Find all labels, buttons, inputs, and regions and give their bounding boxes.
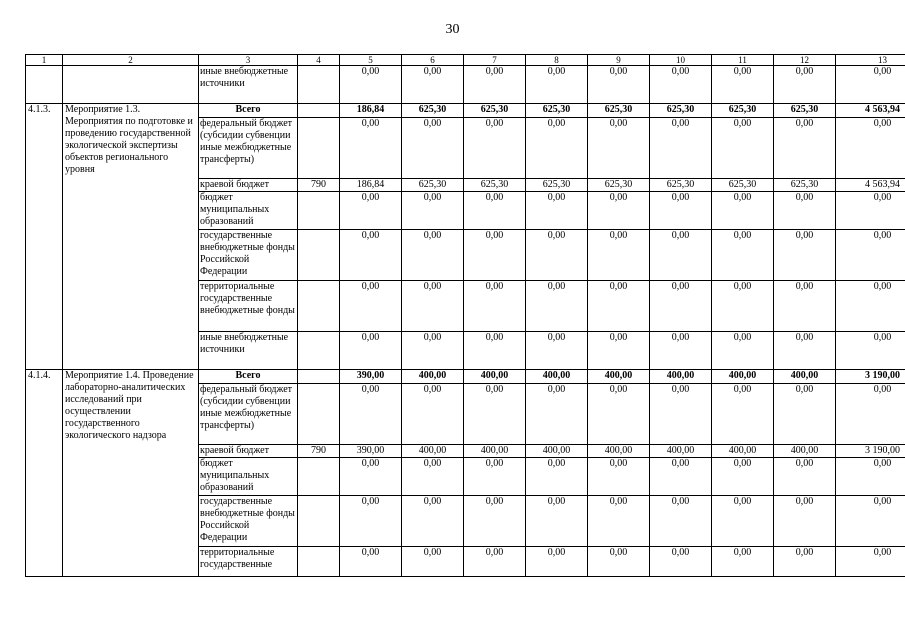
value-cell: 0,00 <box>526 496 588 547</box>
value-cell: 0,00 <box>340 332 402 370</box>
value-cell: 0,00 <box>464 332 526 370</box>
value-cell: 0,00 <box>774 230 836 281</box>
funding-source-cell: территориальные государственные внебюджетные фонды <box>199 281 298 332</box>
table-row <box>26 370 905 384</box>
value-cell: 0,00 <box>650 118 712 179</box>
column-header: 12 <box>774 55 836 66</box>
value-cell: 0,00 <box>836 496 905 547</box>
value-cell: 0,00 <box>402 281 464 332</box>
measure-code-cell: 4.1.3. <box>26 104 63 370</box>
funding-source-cell: федеральный бюджет (субсидии субвенции иные межбюджетные трансферты) <box>199 118 298 179</box>
value-cell: 0,00 <box>712 384 774 445</box>
value-cell: 625,30 <box>774 179 836 192</box>
value-cell: 0,00 <box>340 230 402 281</box>
funding-source-cell: иные внебюджетные источники <box>199 66 298 104</box>
value-cell: 0,00 <box>402 66 464 104</box>
value-cell: 0,00 <box>526 66 588 104</box>
column-header: 9 <box>588 55 650 66</box>
value-cell: 0,00 <box>588 547 650 577</box>
value-cell: 0,00 <box>464 230 526 281</box>
value-cell: 625,30 <box>650 104 712 118</box>
kbk-cell <box>298 104 340 118</box>
kbk-cell <box>298 332 340 370</box>
value-cell: 0,00 <box>402 332 464 370</box>
value-cell: 400,00 <box>650 370 712 384</box>
value-cell: 0,00 <box>464 496 526 547</box>
value-cell: 0,00 <box>774 118 836 179</box>
value-cell: 0,00 <box>712 192 774 230</box>
value-cell: 625,30 <box>774 104 836 118</box>
measure-code-cell: 4.1.4. <box>26 370 63 577</box>
value-cell: 0,00 <box>340 458 402 496</box>
value-cell: 625,30 <box>464 104 526 118</box>
value-cell: 0,00 <box>774 332 836 370</box>
column-header: 6 <box>402 55 464 66</box>
value-cell: 0,00 <box>650 547 712 577</box>
value-cell: 390,00 <box>340 370 402 384</box>
column-header: 11 <box>712 55 774 66</box>
value-cell: 3 190,00 <box>836 370 905 384</box>
value-cell: 0,00 <box>340 281 402 332</box>
value-cell: 400,00 <box>774 370 836 384</box>
measure-code-cell <box>26 66 63 104</box>
kbk-cell <box>298 458 340 496</box>
value-cell: 0,00 <box>340 192 402 230</box>
kbk-cell <box>298 496 340 547</box>
value-cell: 0,00 <box>650 384 712 445</box>
value-cell: 0,00 <box>526 230 588 281</box>
value-cell: 0,00 <box>402 384 464 445</box>
value-cell: 0,00 <box>340 496 402 547</box>
value-cell: 0,00 <box>464 547 526 577</box>
value-cell: 0,00 <box>464 118 526 179</box>
value-cell: 625,30 <box>712 179 774 192</box>
funding-source-cell: государственные внебюджетные фонды Российской Федерации <box>199 230 298 281</box>
budget-table <box>25 54 905 577</box>
value-cell: 0,00 <box>712 66 774 104</box>
value-cell: 3 190,00 <box>836 445 905 458</box>
value-cell: 0,00 <box>526 332 588 370</box>
value-cell: 0,00 <box>526 547 588 577</box>
value-cell: 0,00 <box>588 496 650 547</box>
value-cell: 0,00 <box>402 458 464 496</box>
value-cell: 0,00 <box>836 332 905 370</box>
kbk-cell <box>298 370 340 384</box>
value-cell: 0,00 <box>712 458 774 496</box>
value-cell: 0,00 <box>526 458 588 496</box>
measure-name-cell: Мероприятие 1.3. Мероприятия по подготовке и проведению государственной экологической экспертизы объектов регионального уровня <box>63 104 199 370</box>
kbk-cell <box>298 230 340 281</box>
value-cell: 0,00 <box>774 384 836 445</box>
value-cell: 0,00 <box>588 281 650 332</box>
value-cell: 0,00 <box>340 547 402 577</box>
value-cell: 0,00 <box>836 118 905 179</box>
value-cell: 186,84 <box>340 179 402 192</box>
kbk-cell <box>298 192 340 230</box>
value-cell: 0,00 <box>526 384 588 445</box>
value-cell: 0,00 <box>588 332 650 370</box>
value-cell: 0,00 <box>774 496 836 547</box>
kbk-cell <box>298 281 340 332</box>
value-cell: 400,00 <box>650 445 712 458</box>
value-cell: 0,00 <box>836 384 905 445</box>
value-cell: 400,00 <box>526 370 588 384</box>
value-cell: 0,00 <box>402 118 464 179</box>
value-cell: 390,00 <box>340 445 402 458</box>
kbk-cell: 790 <box>298 179 340 192</box>
value-cell: 400,00 <box>464 370 526 384</box>
value-cell: 0,00 <box>650 281 712 332</box>
value-cell: 0,00 <box>340 118 402 179</box>
table-row <box>26 104 905 118</box>
value-cell: 0,00 <box>650 496 712 547</box>
value-cell: 625,30 <box>464 179 526 192</box>
value-cell: 0,00 <box>712 547 774 577</box>
value-cell: 0,00 <box>588 192 650 230</box>
value-cell: 0,00 <box>402 547 464 577</box>
funding-source-cell: федеральный бюджет (субсидии субвенции иные межбюджетные трансферты) <box>199 384 298 445</box>
funding-source-cell: государственные внебюджетные фонды Российской Федерации <box>199 496 298 547</box>
value-cell: 400,00 <box>588 370 650 384</box>
column-header: 8 <box>526 55 588 66</box>
value-cell: 400,00 <box>526 445 588 458</box>
value-cell: 400,00 <box>712 445 774 458</box>
value-cell: 0,00 <box>712 496 774 547</box>
value-cell: 625,30 <box>526 104 588 118</box>
value-cell: 0,00 <box>712 230 774 281</box>
value-cell: 0,00 <box>588 384 650 445</box>
value-cell: 0,00 <box>402 192 464 230</box>
funding-source-cell: территориальные государственные <box>199 547 298 577</box>
value-cell: 0,00 <box>464 66 526 104</box>
value-cell: 400,00 <box>402 370 464 384</box>
funding-source-cell: Всего <box>199 370 298 384</box>
funding-source-cell: краевой бюджет <box>199 445 298 458</box>
value-cell: 400,00 <box>464 445 526 458</box>
value-cell: 0,00 <box>464 281 526 332</box>
value-cell: 0,00 <box>464 192 526 230</box>
value-cell: 0,00 <box>650 192 712 230</box>
funding-source-cell: бюджет муниципальных образований <box>199 458 298 496</box>
column-header: 10 <box>650 55 712 66</box>
funding-source-cell: Всего <box>199 104 298 118</box>
value-cell: 0,00 <box>836 230 905 281</box>
column-header: 5 <box>340 55 402 66</box>
value-cell: 0,00 <box>712 118 774 179</box>
value-cell: 400,00 <box>774 445 836 458</box>
value-cell: 4 563,94 <box>836 104 905 118</box>
column-number-row <box>26 55 905 66</box>
value-cell: 0,00 <box>402 230 464 281</box>
value-cell: 0,00 <box>836 281 905 332</box>
kbk-cell <box>298 384 340 445</box>
value-cell: 0,00 <box>340 66 402 104</box>
kbk-cell <box>298 118 340 179</box>
funding-source-cell: краевой бюджет <box>199 179 298 192</box>
value-cell: 0,00 <box>526 118 588 179</box>
value-cell: 0,00 <box>402 496 464 547</box>
value-cell: 0,00 <box>588 66 650 104</box>
table-row <box>26 66 905 104</box>
kbk-cell: 790 <box>298 445 340 458</box>
value-cell: 0,00 <box>774 192 836 230</box>
value-cell: 0,00 <box>464 458 526 496</box>
value-cell: 625,30 <box>712 104 774 118</box>
value-cell: 0,00 <box>588 118 650 179</box>
value-cell: 625,30 <box>588 179 650 192</box>
value-cell: 4 563,94 <box>836 179 905 192</box>
value-cell: 0,00 <box>340 384 402 445</box>
value-cell: 0,00 <box>712 332 774 370</box>
column-header: 13 <box>836 55 905 66</box>
value-cell: 0,00 <box>650 332 712 370</box>
value-cell: 0,00 <box>836 547 905 577</box>
value-cell: 0,00 <box>526 192 588 230</box>
kbk-cell <box>298 547 340 577</box>
value-cell: 625,30 <box>650 179 712 192</box>
value-cell: 0,00 <box>774 547 836 577</box>
measure-name-cell: Мероприятие 1.4. Проведение лабораторно-аналитических исследований при осуществлении государственного экологического надзора <box>63 370 199 577</box>
value-cell: 0,00 <box>526 281 588 332</box>
value-cell: 0,00 <box>836 66 905 104</box>
value-cell: 625,30 <box>402 104 464 118</box>
value-cell: 0,00 <box>588 458 650 496</box>
column-header: 7 <box>464 55 526 66</box>
value-cell: 625,30 <box>402 179 464 192</box>
value-cell: 625,30 <box>526 179 588 192</box>
value-cell: 186,84 <box>340 104 402 118</box>
value-cell: 0,00 <box>650 458 712 496</box>
value-cell: 0,00 <box>774 458 836 496</box>
funding-source-cell: бюджет муниципальных образований <box>199 192 298 230</box>
column-header: 4 <box>298 55 340 66</box>
value-cell: 400,00 <box>712 370 774 384</box>
column-header: 1 <box>26 55 63 66</box>
value-cell: 0,00 <box>836 192 905 230</box>
value-cell: 0,00 <box>650 66 712 104</box>
value-cell: 0,00 <box>774 281 836 332</box>
value-cell: 400,00 <box>588 445 650 458</box>
funding-source-cell: иные внебюджетные источники <box>199 332 298 370</box>
value-cell: 400,00 <box>402 445 464 458</box>
column-header: 3 <box>199 55 298 66</box>
value-cell: 0,00 <box>774 66 836 104</box>
value-cell: 0,00 <box>464 384 526 445</box>
value-cell: 0,00 <box>836 458 905 496</box>
value-cell: 625,30 <box>588 104 650 118</box>
table-body <box>26 55 905 577</box>
value-cell: 0,00 <box>650 230 712 281</box>
value-cell: 0,00 <box>712 281 774 332</box>
page-number: 30 <box>445 22 460 37</box>
value-cell: 0,00 <box>588 230 650 281</box>
kbk-cell <box>298 66 340 104</box>
measure-name-cell <box>63 66 199 104</box>
column-header: 2 <box>63 55 199 66</box>
